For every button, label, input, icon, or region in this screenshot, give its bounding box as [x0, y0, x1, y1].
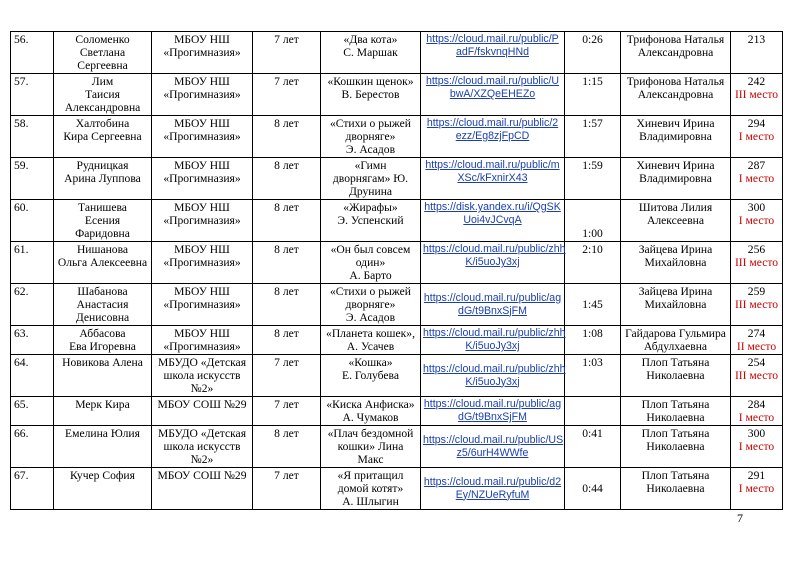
work-title-line: дворняге»: [345, 298, 396, 311]
school-name-line: МБОУ СОШ №29: [157, 469, 247, 482]
participant-name-line: Аббасова: [79, 327, 126, 340]
school-name-line: №2»: [190, 382, 214, 395]
work-title-line: А. Чумаков: [342, 411, 399, 424]
video-link-cell: [421, 242, 565, 284]
score-cell: [731, 355, 783, 397]
video-link[interactable]: Ey/NZUeRyfuM: [455, 488, 530, 501]
school-name-line: МБОУ НШ: [174, 327, 230, 340]
table-row: [11, 468, 783, 510]
table-row: [11, 200, 783, 242]
work-title-line: домой котят»: [337, 482, 404, 495]
award-place: III место: [734, 298, 779, 311]
video-link-cell: [421, 74, 565, 116]
participant-name-line: Новикова Алена: [62, 356, 143, 369]
school-name-line: школа искусств: [163, 369, 241, 382]
award-place: I место: [738, 482, 775, 495]
work-title-line: «Кошка»: [348, 356, 393, 369]
school-name: [152, 200, 253, 242]
work-title-line: «Плач бездомной: [327, 427, 414, 440]
video-link[interactable]: https://cloud.mail.ru/public/US: [423, 433, 564, 446]
school-name: [152, 284, 253, 326]
row-number: 56.: [11, 32, 54, 74]
video-link-cell: [421, 284, 565, 326]
video-duration: 1:08: [565, 326, 621, 355]
video-duration: 1:00: [565, 200, 621, 242]
score-value: 259: [747, 285, 766, 298]
score-value: 254: [747, 356, 766, 369]
teacher-name: [621, 74, 731, 116]
school-name: [152, 242, 253, 284]
award-place: II место: [736, 340, 777, 353]
work-title-line: А. Шлыгин: [342, 495, 399, 508]
participant-age: 8 лет: [253, 116, 321, 158]
video-link[interactable]: K/i5uoJy3xj: [465, 375, 520, 388]
award-place: III место: [734, 256, 779, 269]
participant-age: 7 лет: [253, 397, 321, 426]
video-duration: 1:03: [565, 355, 621, 397]
participant-name-line: Анастасия: [76, 298, 129, 311]
row-number: 62.: [11, 284, 54, 326]
participant-name: [54, 158, 152, 200]
teacher-name: [621, 326, 731, 355]
teacher-name-line: Николаевна: [646, 369, 705, 382]
school-name-line: «Прогимназия»: [163, 340, 241, 353]
teacher-name-line: Плоп Татьяна: [641, 356, 710, 369]
participant-age: 7 лет: [253, 32, 321, 74]
score-cell: [731, 326, 783, 355]
work-title: [321, 397, 421, 426]
participant-name: [54, 355, 152, 397]
video-link[interactable]: K/i5uoJy3xj: [465, 340, 520, 352]
work-title-line: дворняге»: [345, 130, 396, 143]
table-row: [11, 32, 783, 74]
video-link-cell: [421, 426, 565, 468]
teacher-name-line: Трифонова Наталья: [626, 33, 725, 46]
video-duration: 0:44: [565, 468, 621, 510]
teacher-name-line: Шитова Лилия: [638, 201, 713, 214]
participant-name-line: Ева Игоревна: [69, 340, 136, 353]
score-cell: [731, 284, 783, 326]
video-duration: 1:57: [565, 116, 621, 158]
video-link[interactable]: XSc/kFxnirX43: [457, 172, 528, 184]
work-title: [321, 32, 421, 74]
school-name: [152, 355, 253, 397]
video-link[interactable]: https://cloud.mail.ru/public/P: [426, 33, 559, 45]
score-value: 213: [747, 33, 766, 46]
participant-name-line: Соломенко: [75, 33, 130, 46]
video-link[interactable]: dG/t9BnxSjFM: [458, 304, 527, 317]
participant-name-line: Шабанова: [77, 285, 128, 298]
school-name: [152, 397, 253, 426]
school-name-line: МБОУ СОШ №29: [157, 398, 247, 411]
video-link[interactable]: https://cloud.mail.ru/public/2: [426, 117, 559, 129]
school-name-line: «Прогимназия»: [163, 88, 241, 101]
participant-name: [54, 116, 152, 158]
row-number: 67.: [11, 468, 54, 510]
score-cell: [731, 468, 783, 510]
score-value: 291: [747, 469, 766, 482]
teacher-name-line: Хиневич Ирина: [636, 159, 715, 172]
teacher-name: [621, 426, 731, 468]
school-name-line: «Прогимназия»: [163, 214, 241, 227]
school-name: [152, 32, 253, 74]
video-link-cell: [421, 355, 565, 397]
teacher-name-line: Николаевна: [646, 482, 705, 495]
participant-age: 8 лет: [253, 426, 321, 468]
work-title: [321, 116, 421, 158]
video-link[interactable]: https://cloud.mail.ru/public/zhh: [423, 362, 566, 375]
row-number: 60.: [11, 200, 54, 242]
video-duration: 1:59: [565, 158, 621, 200]
work-title: [321, 355, 421, 397]
video-link-cell: [421, 468, 565, 510]
video-link-cell: [421, 116, 565, 158]
video-link[interactable]: https://cloud.mail.ru/public/ag: [423, 291, 562, 304]
score-cell: [731, 74, 783, 116]
results-table: [10, 31, 783, 510]
work-title-line: кошки» Лина: [337, 440, 404, 453]
participant-name: [54, 32, 152, 74]
participant-name: [54, 284, 152, 326]
work-title-line: Э. Асадов: [345, 311, 396, 324]
score-value: 294: [747, 117, 766, 130]
award-place: III место: [734, 88, 779, 101]
work-title-line: «Киска Анфиска»: [326, 398, 415, 411]
work-title-line: С. Маршак: [343, 46, 398, 59]
video-link-cell: [421, 397, 565, 426]
video-link[interactable]: https://cloud.mail.ru/public/U: [425, 75, 560, 87]
video-link-cell: [421, 158, 565, 200]
table-row: [11, 284, 783, 326]
participant-age: 8 лет: [253, 242, 321, 284]
work-title-line: Е. Голубева: [342, 369, 399, 382]
video-duration: [565, 397, 621, 426]
work-title-line: «Гимн: [354, 159, 387, 172]
video-duration: 2:10: [565, 242, 621, 284]
school-name-line: «Прогимназия»: [163, 256, 241, 269]
work-title-line: Макс: [357, 453, 384, 466]
work-title: [321, 284, 421, 326]
participant-name-line: Лим: [91, 75, 114, 88]
video-duration: 1:15: [565, 74, 621, 116]
video-link-cell: [421, 32, 565, 74]
video-link[interactable]: https://cloud.mail.ru/public/ag: [423, 398, 562, 410]
school-name-line: МБОУ НШ: [174, 285, 230, 298]
teacher-name-line: Николаевна: [646, 411, 705, 424]
work-title: [321, 158, 421, 200]
teacher-name-line: Владимировна: [639, 130, 712, 143]
score-cell: [731, 116, 783, 158]
work-title: [321, 426, 421, 468]
work-title-line: «Кошкин щенок»: [327, 75, 414, 88]
table-row: [11, 116, 783, 158]
participant-name: [54, 326, 152, 355]
participant-name-line: Есения: [84, 214, 121, 227]
score-value: 287: [747, 159, 766, 172]
school-name-line: «Прогимназия»: [163, 298, 241, 311]
award-place: I место: [738, 130, 775, 143]
participant-name-line: Арина Луппова: [64, 172, 141, 185]
page-number: 7: [737, 511, 743, 525]
participant-name-line: Сергеевна: [77, 59, 128, 72]
teacher-name-line: Трифонова Наталья: [626, 75, 725, 88]
school-name-line: МБОУ НШ: [174, 159, 230, 172]
school-name-line: МБОУ НШ: [174, 243, 230, 256]
row-number: 59.: [11, 158, 54, 200]
row-number: 58.: [11, 116, 54, 158]
work-title-line: А. Усачев: [346, 340, 395, 353]
score-cell: [731, 426, 783, 468]
score-value: 274: [747, 327, 766, 340]
participant-name: [54, 426, 152, 468]
participant-name-line: Александровна: [64, 101, 141, 114]
work-title: [321, 468, 421, 510]
score-cell: [731, 242, 783, 284]
teacher-name-line: Владимировна: [639, 172, 712, 185]
teacher-name: [621, 397, 731, 426]
score-cell: [731, 397, 783, 426]
video-link[interactable]: dG/t9BnxSjFM: [458, 411, 527, 423]
score-value: 242: [747, 75, 766, 88]
score-cell: [731, 200, 783, 242]
work-title-line: «Стихи о рыжей: [329, 117, 412, 130]
teacher-name-line: Николаевна: [646, 440, 705, 453]
teacher-name-line: Михайловна: [644, 298, 707, 311]
teacher-name-line: Плоп Татьяна: [641, 469, 710, 482]
work-title-line: «Жирафы»: [343, 201, 398, 214]
row-number: 66.: [11, 426, 54, 468]
teacher-name-line: Плоп Татьяна: [641, 427, 710, 440]
participant-name-line: Емелина Юлия: [65, 427, 140, 440]
participant-name: [54, 242, 152, 284]
video-link[interactable]: https://cloud.mail.ru/public/m: [425, 159, 560, 171]
participant-age: 8 лет: [253, 326, 321, 355]
school-name-line: МБУДО «Детская: [157, 356, 247, 369]
video-link[interactable]: adF/fskvnqHNd: [455, 46, 529, 58]
video-duration: 0:41: [565, 426, 621, 468]
score-value: 284: [747, 398, 766, 411]
table-row: [11, 158, 783, 200]
work-title: [321, 326, 421, 355]
school-name-line: №2»: [190, 453, 214, 466]
table-row: [11, 397, 783, 426]
school-name-line: МБОУ НШ: [174, 117, 230, 130]
participant-name-line: Кира Сергеевна: [63, 130, 142, 143]
school-name: [152, 426, 253, 468]
work-title-line: А. Барто: [349, 269, 392, 282]
teacher-name-line: Абдулхаевна: [643, 340, 708, 353]
participant-age: 7 лет: [253, 355, 321, 397]
video-link[interactable]: z5/6urH4WWfe: [456, 446, 529, 459]
school-name: [152, 116, 253, 158]
video-link[interactable]: bwA/XZQeEHEZo: [449, 88, 536, 100]
row-number: 61.: [11, 242, 54, 284]
work-title-line: «Стихи о рыжей: [329, 285, 412, 298]
video-link[interactable]: https://disk.yandex.ru/i/QgSK: [424, 201, 561, 213]
video-link[interactable]: https://cloud.mail.ru/public/zhh: [423, 327, 566, 339]
school-name: [152, 158, 253, 200]
teacher-name: [621, 242, 731, 284]
school-name-line: МБОУ НШ: [174, 201, 230, 214]
school-name-line: «Прогимназия»: [163, 46, 241, 59]
participant-name-line: Ольга Алексеевна: [57, 256, 148, 269]
participant-name: [54, 397, 152, 426]
row-number: 65.: [11, 397, 54, 426]
work-title-line: «Я притащил: [337, 469, 404, 482]
work-title: [321, 74, 421, 116]
teacher-name-line: Александровна: [637, 46, 714, 59]
row-number: 63.: [11, 326, 54, 355]
award-place: I место: [738, 172, 775, 185]
participant-name: [54, 74, 152, 116]
participant-age: 8 лет: [253, 200, 321, 242]
school-name: [152, 468, 253, 510]
work-title-line: Друнина: [348, 185, 393, 198]
work-title-line: «Планета кошек»,: [326, 327, 415, 340]
participant-name-line: Кучер София: [70, 469, 135, 482]
table-row: [11, 426, 783, 468]
participant-name-line: Нишанова: [76, 243, 129, 256]
score-value: 256: [747, 243, 766, 256]
participant-age: 7 лет: [253, 468, 321, 510]
teacher-name: [621, 284, 731, 326]
school-name-line: школа искусств: [163, 440, 241, 453]
participant-name-line: Мерк Кира: [75, 398, 130, 411]
video-duration: 1:45: [565, 284, 621, 326]
participant-name: [54, 200, 152, 242]
work-title: [321, 200, 421, 242]
school-name-line: МБОУ НШ: [174, 33, 230, 46]
work-title-line: Э. Успенский: [337, 214, 404, 227]
participant-name-line: Танишева: [78, 201, 127, 214]
participant-age: 8 лет: [253, 284, 321, 326]
score-cell: [731, 158, 783, 200]
work-title-line: дворнягам» Ю.: [332, 172, 409, 185]
row-number: 64.: [11, 355, 54, 397]
participant-age: 8 лет: [253, 158, 321, 200]
teacher-name: [621, 32, 731, 74]
teacher-name-line: Зайцева Ирина: [638, 285, 713, 298]
table-row: [11, 74, 783, 116]
table-row: [11, 242, 783, 284]
teacher-name: [621, 200, 731, 242]
work-title-line: один»: [355, 256, 386, 269]
participant-name: [54, 468, 152, 510]
participant-name-line: Халтобина: [75, 117, 130, 130]
teacher-name-line: Михайловна: [644, 256, 707, 269]
work-title: [321, 242, 421, 284]
participant-name-line: Рудницкая: [76, 159, 129, 172]
work-title-line: В. Берестов: [341, 88, 400, 101]
teacher-name: [621, 116, 731, 158]
teacher-name-line: Алексеевна: [646, 214, 705, 227]
school-name-line: МБОУ НШ: [174, 75, 230, 88]
score-value: 300: [747, 427, 766, 440]
video-link[interactable]: ezz/Eg8zjFpCD: [455, 130, 530, 142]
score-value: 300: [747, 201, 766, 214]
table-row: [11, 326, 783, 355]
teacher-name-line: Александровна: [637, 88, 714, 101]
video-link-cell: [421, 200, 565, 242]
teacher-name-line: Хиневич Ирина: [636, 117, 715, 130]
work-title-line: «Два кота»: [343, 33, 398, 46]
video-link[interactable]: K/i5uoJy3xj: [465, 256, 520, 268]
school-name-line: «Прогимназия»: [163, 130, 241, 143]
teacher-name: [621, 158, 731, 200]
video-link[interactable]: https://cloud.mail.ru/public/d2: [423, 475, 562, 488]
school-name: [152, 74, 253, 116]
video-link[interactable]: https://cloud.mail.ru/public/zhh: [423, 243, 566, 255]
participant-age: 7 лет: [253, 74, 321, 116]
work-title-line: «Он был совсем: [330, 243, 411, 256]
participant-name-line: Светлана: [79, 46, 126, 59]
table-row: [11, 355, 783, 397]
video-link[interactable]: Uoi4vJCvqA: [463, 214, 522, 226]
school-name: [152, 326, 253, 355]
teacher-name-line: Плоп Татьяна: [641, 398, 710, 411]
award-place: I место: [738, 411, 775, 424]
row-number: 57.: [11, 74, 54, 116]
table-body: [11, 32, 783, 510]
award-place: I место: [738, 440, 775, 453]
teacher-name-line: Гайдарова Гульмира: [625, 327, 726, 340]
teacher-name: [621, 355, 731, 397]
participant-name-line: Таисия: [85, 88, 120, 101]
work-title-line: Э. Асадов: [345, 143, 396, 156]
score-cell: [731, 32, 783, 74]
award-place: I место: [738, 214, 775, 227]
school-name-line: МБУДО «Детская: [157, 427, 247, 440]
school-name-line: «Прогимназия»: [163, 172, 241, 185]
video-duration: 0:26: [565, 32, 621, 74]
participant-name-line: Фаридовна: [75, 227, 130, 240]
award-place: III место: [734, 369, 779, 382]
teacher-name: [621, 468, 731, 510]
participant-name-line: Денисовна: [75, 311, 130, 324]
teacher-name-line: Зайцева Ирина: [638, 243, 713, 256]
video-link-cell: [421, 326, 565, 355]
